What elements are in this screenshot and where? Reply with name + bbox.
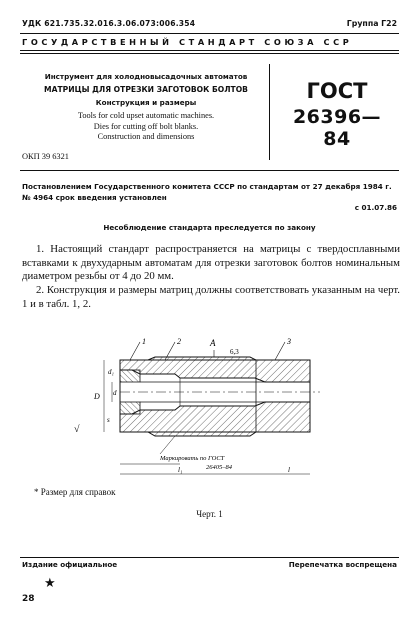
en-title-line-2: Dies for cutting off bolt blanks. xyxy=(93,121,199,131)
label-l1: l₁ xyxy=(178,466,183,474)
title-divider xyxy=(269,64,270,160)
label-l: l xyxy=(288,466,290,474)
group-code: Группа Г22 xyxy=(346,19,397,28)
page-number: 28 xyxy=(22,594,35,604)
english-title-block xyxy=(30,111,262,143)
okp-code: ОКП 39 6321 xyxy=(22,152,69,161)
reprint-prohibited: Перепечатка воспрещена xyxy=(288,560,397,569)
label-a: А xyxy=(210,338,216,348)
star-icon: ★ xyxy=(44,576,56,591)
decree-text: Постановлением Государственного комитета СССР по стандартам от 27 декабря 1984 г. № 4964 срок введения установлен xyxy=(22,182,392,202)
label-d: d xyxy=(113,389,117,397)
marking-note-2: 26405–84 xyxy=(206,464,232,471)
label-2: 2 xyxy=(177,337,181,346)
udk-code: УДК 621.735.32.016.3.06.073:006.354 xyxy=(22,19,196,28)
leader-1 xyxy=(130,342,140,360)
header-rule-top xyxy=(20,33,399,34)
non-observance-note: Несоблюдение стандарта преследуется по закону xyxy=(103,223,316,232)
footnote: * Размер для справок xyxy=(34,487,116,497)
standard-title: ГОСУДАРСТВЕННЫЙ СТАНДАРТ СОЮЗА ССР xyxy=(22,37,353,47)
title-bottom-rule xyxy=(20,170,399,171)
label-3: 3 xyxy=(287,337,291,346)
label-d1: d₁ xyxy=(108,368,114,376)
leader-3 xyxy=(275,342,285,360)
figure-caption: Черт. 1 xyxy=(196,509,223,519)
gost-number: 26396—84 xyxy=(292,106,382,150)
ru-title-line-2: МАТРИЦЫ ДЛЯ ОТРЕЗКИ ЗАГОТОВОК БОЛТОВ xyxy=(44,85,248,94)
paragraph-1: 1. Настоящий стандарт распространяется на матрицы с твердосплавными вставками к двухударным автоматам для отрезки заготовок болтов номинальным диаметром резьбы от 4 до 20 мм. xyxy=(22,243,400,282)
official-edition: Издание официальное xyxy=(22,560,118,569)
die-drawing xyxy=(60,332,360,482)
marking-leader xyxy=(160,436,175,454)
marking-note-1: Маркировать по ГОСТ xyxy=(160,455,225,462)
gost-label: ГОСТ xyxy=(306,79,368,103)
paragraph-2: 2. Конструкция и размеры матриц должны соответствовать указанным на черт. 1 и в табл. 1, 2. xyxy=(22,284,400,310)
label-s: s xyxy=(107,416,110,424)
header-rule-middle xyxy=(20,50,399,51)
die-body xyxy=(120,357,320,436)
en-title-line-3: Construction and dimensions xyxy=(97,132,195,141)
label-1: 1 xyxy=(142,337,146,346)
label-roughness: 6,3 xyxy=(230,348,239,356)
en-title-line-1: Tools for cold upset automatic machines. xyxy=(77,111,215,120)
surface-finish-mark: √ xyxy=(74,424,80,435)
footer-rule xyxy=(20,557,399,558)
header-rule-middle-2 xyxy=(20,53,399,54)
russian-title-block xyxy=(30,70,262,109)
ru-title-line-3: Конструкция и размеры xyxy=(95,98,197,107)
ru-title-line-1: Инструмент для холодновысадочных автоматов xyxy=(44,72,248,81)
effective-date: с 01.07.86 xyxy=(354,203,397,212)
label-D: D xyxy=(94,392,100,401)
